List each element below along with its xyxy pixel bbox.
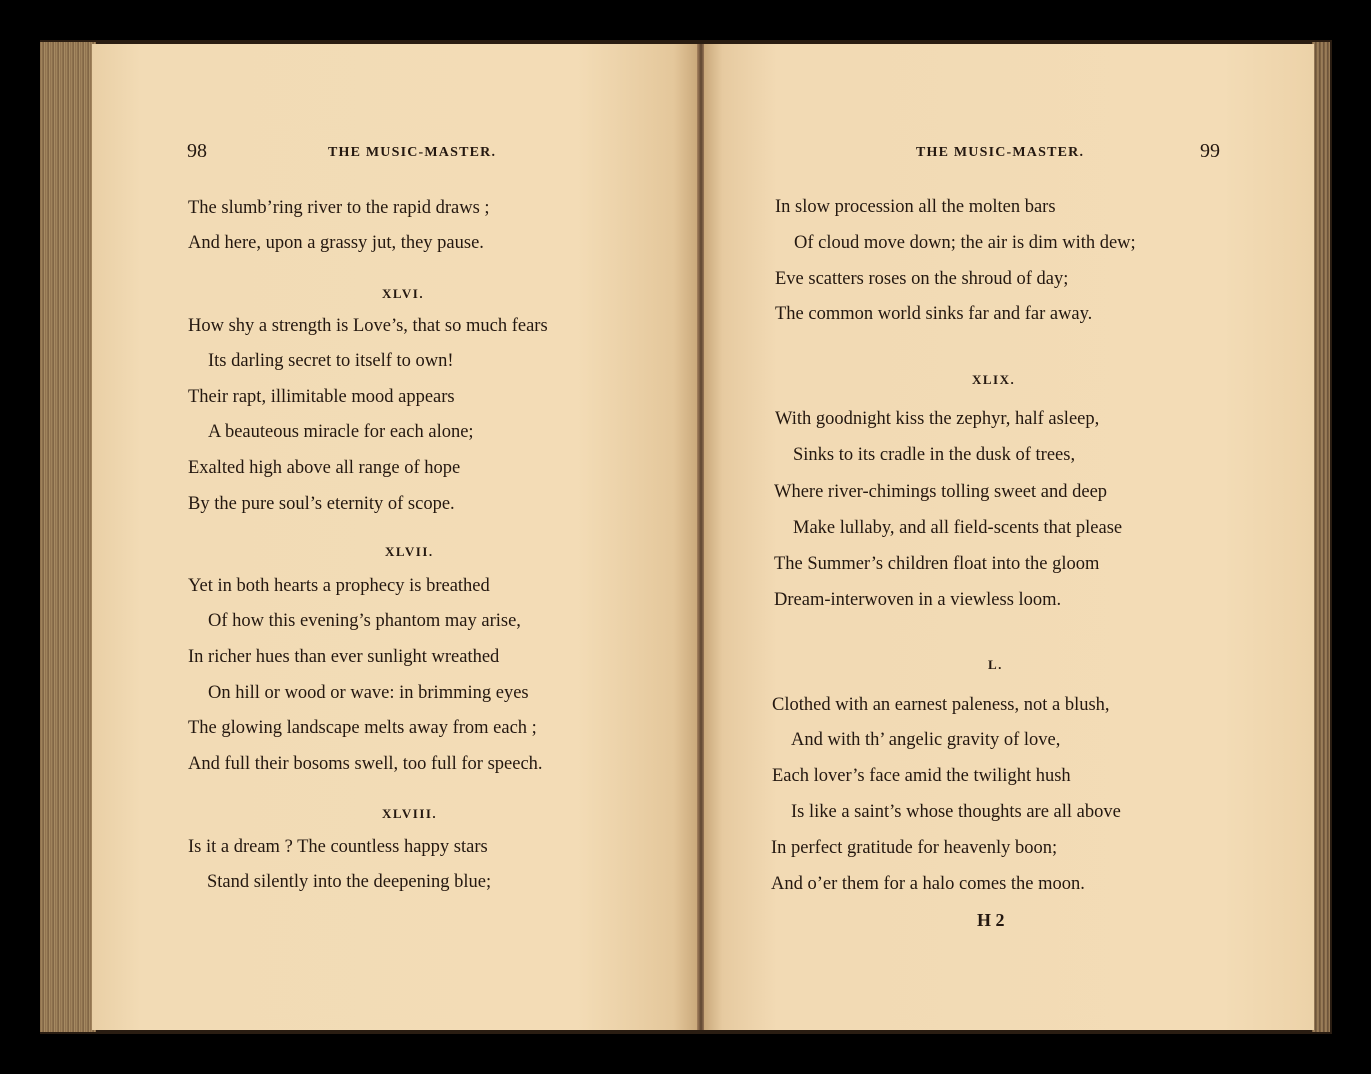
page-number: 99 [1200, 140, 1220, 162]
verse-line: The Summer’s children float into the gloom [774, 554, 1100, 574]
verse-line: Exalted high above all range of hope [188, 458, 461, 478]
page-number: 98 [187, 140, 207, 162]
verse-line: And full their bosoms swell, too full for speech. [188, 754, 543, 774]
verse-line: Of how this evening’s phantom may arise, [208, 611, 521, 631]
verse-line: Is it a dream ? The countless happy stars [188, 837, 488, 857]
verse-line: Their rapt, illimitable mood appears [188, 387, 455, 407]
verse-line: How shy a strength is Love’s, that so much fears [188, 316, 548, 336]
verse-line: A beauteous miracle for each alone; [208, 422, 474, 442]
verse-line: Where river-chimings tolling sweet and deep [774, 482, 1108, 502]
verse-line: By the pure soul’s eternity of scope. [188, 494, 455, 514]
verse-line: And o’er them for a halo comes the moon. [771, 874, 1085, 894]
verse-line: Clothed with an earnest paleness, not a blush, [772, 695, 1110, 715]
verse-line: The common world sinks far and far away. [775, 304, 1093, 324]
verse-line: With goodnight kiss the zephyr, half asleep, [775, 409, 1100, 429]
verse-line: Make lullaby, and all field-scents that please [793, 518, 1123, 538]
section-numeral: XLIX. [972, 372, 1016, 387]
page-edges-right [1312, 42, 1330, 1032]
verse-line: Its darling secret to itself to own! [208, 351, 454, 371]
verse-line: Sinks to its cradle in the dusk of trees, [793, 445, 1076, 465]
section-numeral: L. [988, 657, 1003, 672]
left-page [92, 44, 698, 1030]
section-numeral: XLVI. [382, 286, 425, 301]
verse-line: On hill or wood or wave: in brimming eyes [208, 683, 529, 703]
verse-line: The slumb’ring river to the rapid draws ; [188, 198, 490, 218]
verse-line: In richer hues than ever sunlight wreathed [188, 647, 500, 667]
running-head: THE MUSIC-MASTER. [328, 145, 497, 160]
right-page [704, 44, 1314, 1030]
verse-line: Each lover’s face amid the twilight hush [772, 766, 1071, 786]
verse-line: In slow procession all the molten bars [775, 197, 1056, 217]
verse-line: Dream-interwoven in a viewless loom. [774, 590, 1062, 610]
verse-line: The glowing landscape melts away from each ; [188, 718, 537, 738]
section-numeral: XLVII. [385, 544, 434, 559]
running-head: THE MUSIC-MASTER. [916, 145, 1085, 160]
verse-line: Is like a saint’s whose thoughts are all above [791, 802, 1121, 822]
verse-line: And here, upon a grassy jut, they pause. [188, 233, 484, 253]
signature-mark: H 2 [977, 910, 1005, 930]
verse-line: Yet in both hearts a prophecy is breathed [188, 576, 490, 596]
verse-line: Of cloud move down; the air is dim with dew; [794, 233, 1136, 253]
page-edges-left [40, 42, 96, 1032]
verse-line: And with th’ angelic gravity of love, [791, 730, 1061, 750]
verse-line: Eve scatters roses on the shroud of day; [775, 269, 1069, 289]
verse-line: In perfect gratitude for heavenly boon; [771, 838, 1058, 858]
section-numeral: XLVIII. [382, 806, 438, 821]
verse-line: Stand silently into the deepening blue; [207, 872, 492, 892]
